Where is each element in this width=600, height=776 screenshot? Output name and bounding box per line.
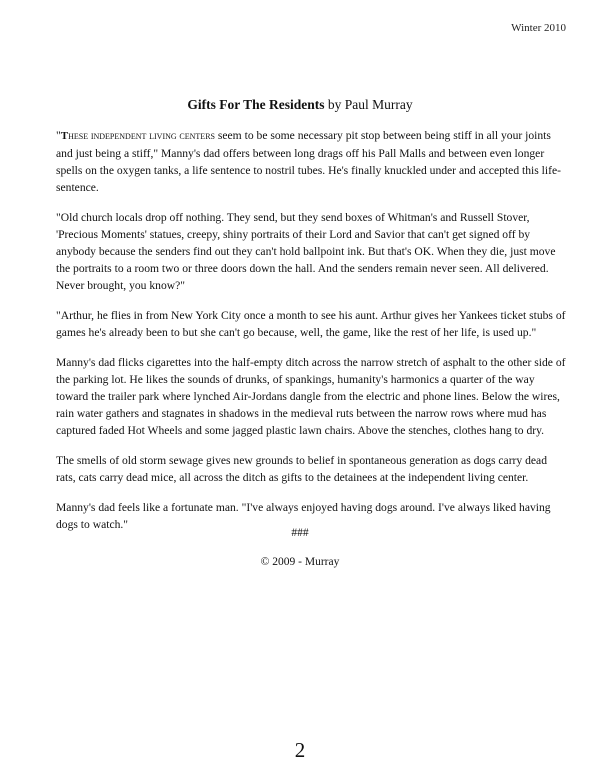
- story-body: [56, 127, 566, 546]
- opening-quote: ": [56, 129, 61, 142]
- paragraph-2: "Old church locals drop off nothing. They send, but they send boxes of Whitman's and Russell Stover, 'Precious Moments' statues, creepy, shiny portraits of their Lord and Savior that can't get signed off by anybody because the senders find out they can't hold ballpoint ink. But that's OK. When they die, just move the portraits to a room two or three doors down the hall. And the senders remain never seen. All delivered. Never brought, you know?": [56, 211, 556, 292]
- issue-date: Winter 2010: [511, 22, 566, 34]
- page-number: 2: [294, 738, 306, 762]
- paragraph-4: Manny's dad flicks cigarettes into the half-empty ditch across the narrow stretch of asphalt to the other side of the parking lot. He likes the sounds of drunks, of spankings, humanity's harmonics a quarter of the way toward the trailer park where lynched Air-Jordans dangle from the electric and phone lines. Below the wires, rain water gathers and stagnates in shadows in the medieval ruts between the narrow rows where mud has captured faded Hot Wheels and some jagged plastic lawn chairs. Above the stenches, clothes hang to dry.: [56, 356, 566, 437]
- paragraph-1-text: seem to be some necessary pit stop between being stiff in all your joints and just being a stiff," Manny's dad offers between long drags off his Pall Malls and between even longer spells on the oxygen tanks, a life sentence to nostril tubes. He's finally knuckled under and accepted this life-sentence.: [56, 129, 561, 194]
- section-separator: ###: [291, 527, 309, 539]
- smallcaps-lead: hese independent living centers: [68, 130, 215, 142]
- copyright-notice: © 2009 - Murray: [260, 556, 340, 568]
- paragraph-1: [56, 127, 566, 196]
- paragraph-5: The smells of old storm sewage gives new grounds to belief in spontaneous generation as dogs carry dead rats, cats carry dead mice, all across the ditch as gifts to the detainees at the independent living center.: [56, 454, 548, 484]
- paragraph-3: "Arthur, he flies in from New York City once a month to see his aunt. Arthur gives her Yankees ticket stubs of games he's already been to but she can't go because, well, the game, like the rest of her life, is used up.": [56, 309, 566, 339]
- drop-letter: T: [60, 130, 69, 142]
- story-heading: [0, 97, 600, 113]
- story-title: Gifts For The Residents: [187, 97, 325, 112]
- story-byline: by Paul Murray: [324, 97, 413, 112]
- paragraph-6: Manny's dad feels like a fortunate man. "I've always enjoyed having dogs around. I've always liked having dogs to watch.": [56, 501, 551, 531]
